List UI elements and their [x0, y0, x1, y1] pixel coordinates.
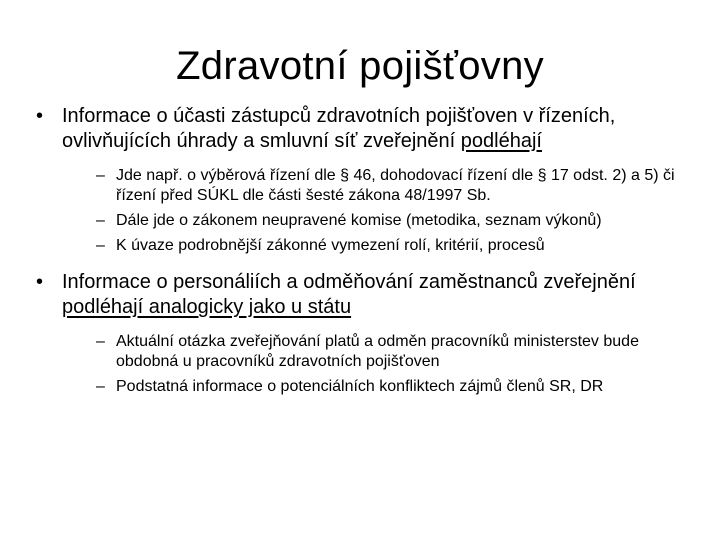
- sub-bullet-item: [96, 332, 696, 372]
- bullet-text: Informace o účasti zástupců zdravotních pojišťoven v řízeních, ovlivňujících úhrady a smluvní síť zveřejnění: [62, 105, 616, 152]
- sub-bullet-item: [96, 236, 696, 256]
- sub-bullet-item: [96, 377, 696, 397]
- sub-bullet-item: [96, 166, 696, 206]
- dash-icon: –: [96, 237, 105, 254]
- bullet-text-underlined: podléhají: [460, 130, 542, 152]
- sub-bullet-text: K úvaze podrobnější zákonné vymezení rolí, kritérií, procesů: [116, 237, 545, 254]
- slide-body: [36, 104, 696, 402]
- sub-bullet-text: Jde např. o výběrová řízení dle § 46, dohodovací řízení dle § 17 odst. 2) a 5) či řízení před SÚKL dle části šesté zákona 48/1997 Sb.: [116, 167, 675, 204]
- sub-bullet-text: Podstatná informace o potenciálních konfliktech zájmů členů SR, DR: [116, 378, 604, 395]
- sub-bullet-item: [96, 211, 696, 231]
- dash-icon: –: [96, 212, 105, 229]
- sub-bullet-text: Aktuální otázka zveřejňování platů a odměn pracovníků ministerstev bude obdobná u pracovníků zdravotních pojišťoven: [116, 333, 639, 370]
- bullet-text-underlined: podléhají analogicky jako u státu: [62, 296, 352, 318]
- bullet-icon: •: [36, 271, 44, 293]
- bullet-item: [36, 270, 696, 320]
- bullet-text: Informace o personáliích a odměňování zaměstnanců zveřejnění: [62, 271, 636, 293]
- dash-icon: –: [96, 167, 105, 184]
- bullet-item: [36, 104, 696, 154]
- dash-icon: –: [96, 378, 105, 395]
- bullet-icon: •: [36, 105, 44, 127]
- dash-icon: –: [96, 333, 105, 350]
- slide-title: Zdravotní pojišťovny: [176, 44, 544, 88]
- sub-bullet-text: Dále jde o zákonem neupravené komise (metodika, seznam výkonů): [116, 212, 602, 229]
